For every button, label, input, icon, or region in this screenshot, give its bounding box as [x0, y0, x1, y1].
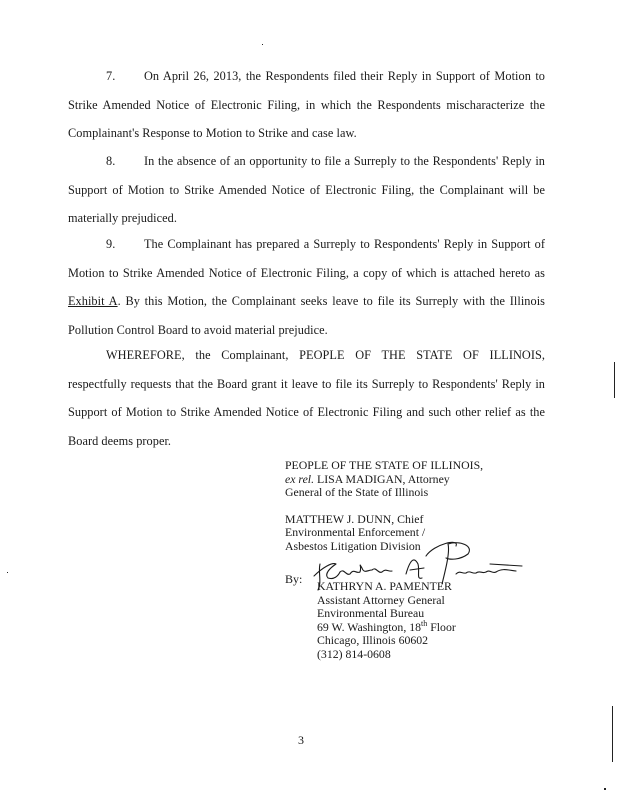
scan-artifact [614, 362, 615, 398]
attorney-info [317, 580, 456, 662]
chief-name: MATTHEW J. DUNN, Chief [285, 511, 424, 526]
division-line: Asbestos Litigation Division [285, 538, 421, 553]
paragraph-text: On April 26, 2013, the Respondents filed their Reply in Support of Motion to Strike Amended Notice of Electronic Filing, in which the Respondents mischaracterize the Complainant's Response to Motion to Strike and case law. [68, 69, 545, 140]
scan-artifact [604, 788, 606, 790]
paragraph-text: WHEREFORE, the Complainant, PEOPLE OF THE STATE OF ILLINOIS, respectfully requests that the Board grant it leave to file its Surreply to Respondents' Reply in Support of Motion to Strike Amended Notice of Electronic Filing and such other relief as the Board deems proper. [68, 348, 545, 448]
scan-artifact [7, 572, 8, 573]
by-label: By: [285, 572, 303, 586]
paragraph-text: In the absence of an opportunity to file a Surreply to the Respondents' Reply in Support of Motion to Strike Amended Notice of Electronic Filing, the Complainant will be materially prejudiced. [68, 154, 545, 225]
paragraph-number: 9. [106, 237, 116, 251]
attorney-name: KATHRYN A. PAMENTER [317, 579, 452, 593]
paragraph-text: . By this Motion, the Complainant seeks leave to file its Surreply with the Illinois Pollution Control Board to avoid material prejudice. [68, 294, 546, 337]
party-name: PEOPLE OF THE STATE OF ILLINOIS, [285, 458, 484, 472]
wherefore-clause [68, 341, 545, 455]
paragraph-9 [68, 230, 545, 344]
street-address: 69 W. Washington, 18th Floor [317, 618, 456, 634]
paragraph-7 [68, 62, 545, 148]
paragraph-8 [68, 147, 545, 233]
city-line: Chicago, Illinois 60602 [317, 633, 429, 648]
phone-number: (312) 814-0608 [317, 646, 391, 661]
bureau-name: Environmental Bureau [317, 606, 425, 621]
scan-artifact [262, 44, 263, 45]
scan-artifact [612, 706, 613, 762]
ag-title: General of the State of Illinois [285, 485, 429, 500]
ex-rel-line: ex rel. LISA MADIGAN, Attorney [285, 471, 450, 486]
division-line: Environmental Enforcement / [285, 525, 426, 540]
paragraph-text: The Complainant has prepared a Surreply to Respondents' Reply in Support of Motion to Strike Amended Notice of Electronic Filing, a copy of which is attached hereto as [68, 237, 545, 280]
paragraph-number: 7. [106, 69, 116, 83]
paragraph-number: 8. [106, 154, 116, 168]
page-number: 3 [298, 733, 304, 747]
exhibit-reference: Exhibit A [68, 294, 118, 308]
attorney-title: Assistant Attorney General [317, 592, 445, 607]
